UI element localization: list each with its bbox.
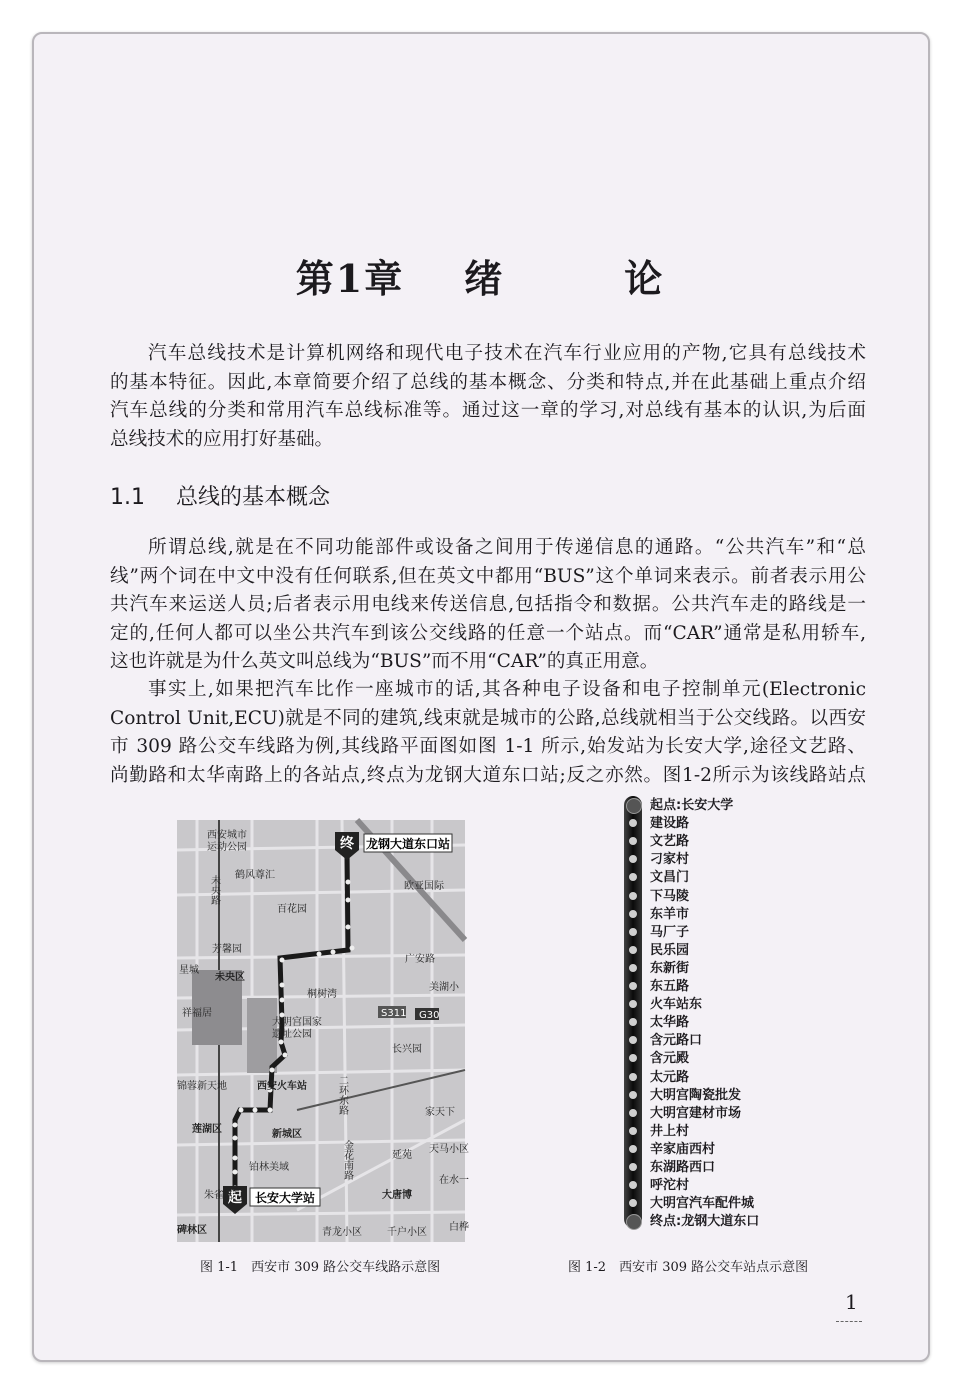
text-line: 事实上,如果把汽车比作一座城市的话,其各种电子设备和电子控制单元(Electronic [148,679,866,700]
stop-dot [629,946,637,954]
intro-paragraph [110,340,866,454]
station-name: 含元路口 [650,1033,703,1049]
station-name: 井上村 [650,1123,690,1139]
stop-dot [629,892,637,900]
station-name: 大明宫汽车配件城 [650,1196,755,1212]
text-line: 的基本特征。因此,本章简要介绍了总线的基本概念、分类和特点,并在此基础上重点介绍 [110,371,866,393]
text-line: 市 309 路公交车线路为例,其线路平面图如图 1-1 所示,始发站为长安大学,途径文艺路、 [110,736,866,757]
stop-dot [629,1145,637,1153]
map-label: 碑林区 [177,1225,207,1236]
station-name: 终点:龙钢大道东口 [650,1214,760,1230]
station-name: 大明宫建材市场 [650,1105,742,1121]
chapter-number: 第1章 [295,256,405,301]
station-name: 民乐园 [650,942,690,958]
stop-dot [629,910,637,918]
stop-dot [629,964,637,972]
station-name: 东五路 [650,979,690,994]
route-map-figure [177,820,469,1242]
end-station-label: 龙钢大道东口站 [365,837,451,851]
stop-dot [629,1091,637,1099]
map-label: 朱雀区 [204,1190,234,1201]
text-line: 总线技术的应用打好基础。 [110,428,334,450]
map-label: 西安火车站 [257,1081,307,1092]
map-road-label: 金花南路 [341,1140,353,1180]
map-label: 大明宫国家 [272,1017,322,1028]
map-label: 西安城市 [207,830,247,841]
station-name: 含元殿 [650,1051,690,1067]
map-label: 莲湖区 [192,1124,222,1135]
body-paragraph [110,676,866,790]
start-station-label: 长安大学站 [254,1191,316,1205]
station-name: 东湖路西口 [650,1160,716,1175]
map-road-label: 二环东路 [336,1075,348,1115]
stop-dot [629,1163,637,1171]
text-line: 所谓总线,就是在不同功能部件或设备之间用于传递信息的通路。“公共汽车”和“总 [148,537,866,558]
terminal-stop-dot [626,798,642,814]
station-name: 火车站东 [650,997,703,1013]
map-label: 广安路 [405,954,435,965]
station-name: 下马陵 [650,888,690,904]
section-number: 1.1 [110,485,145,510]
chapter-title-char: 论 [624,256,665,301]
map-label: 百花园 [277,904,307,915]
stop-dot [629,982,637,990]
station-name: 建设路 [650,816,690,832]
map-label: 白桦 [449,1222,469,1233]
text-line: Control Unit,ECU)就是不同的建筑,线束就是城市的公路,总线就相当于公交线路。以西安 [110,707,866,729]
map-label: 运动公园 [207,842,247,853]
station-name: 辛家庙西村 [650,1141,716,1157]
text-line: 定的,任何人都可以坐公共汽车到该公交线路的任意一个站点。而“CAR”通常是私用轿车, [110,622,866,644]
text-line: 汽车总线技术是计算机网络和现代电子技术在汽车行业应用的产物,它具有总线技术 [148,343,866,364]
map-label: 大唐博 [382,1190,412,1201]
map-label: 长兴园 [392,1044,422,1055]
page-number-ornament [836,1313,862,1322]
map-label: 桐树湾 [307,989,337,1000]
section-heading [110,480,330,511]
map-road-label: 未央路 [208,875,220,905]
station-name: 马厂子 [650,924,690,940]
map-label: 星城 [179,965,199,976]
station-name: 大明宫陶瓷批发 [650,1087,742,1103]
start-marker-label: 起 [228,1190,242,1206]
text-line: 汽车总线的分类和常用汽车总线标准等。通过这一章的学习,对总线有基本的认识,为后面 [110,400,866,421]
figure-1-1-caption: 图 1-1 西安市 309 路公交车线路示意图 [200,1260,441,1275]
end-marker-label: 终 [340,836,354,852]
map-label: 未央区 [215,972,245,983]
map-label: 祥福居 [182,1008,212,1019]
map-label: 在水一 [439,1175,469,1186]
map-label: 美湖小 [429,982,459,993]
body-paragraph [110,534,866,677]
figure-1-2-caption: 图 1-2 西安市 309 路公交车站点示意图 [568,1260,809,1275]
station-name: 刁家村 [650,852,690,868]
chapter-title [0,248,960,303]
text-line: 线”两个词在中文中没有任何联系,但在英文中都用“BUS”这个单词来表示。前者表示用公 [110,565,866,587]
chapter-title-char: 绪 [464,256,505,301]
map-label: 锦蓉新天地 [177,1081,227,1092]
map-label: 铂林美域 [249,1162,289,1173]
map-label: 鹤风尊汇 [235,870,275,881]
map-label: G30 [419,1010,440,1021]
text-line: 这也许就是为什么英文叫总线为“BUS”而不用“CAR”的真正用意。 [110,651,659,672]
stop-dot [629,1109,637,1117]
station-name: 太华路 [650,1015,690,1031]
stop-dot [629,928,637,936]
map-label: 芳馨园 [212,944,242,955]
station-name: 东新街 [650,960,690,976]
section-title: 总线的基本概念 [176,485,331,510]
map-label: 遗址公园 [272,1029,312,1040]
map-label: 青龙小区 [322,1227,362,1238]
station-name: 起点:长安大学 [650,798,734,813]
map-label: 天马小区 [429,1144,469,1155]
station-name: 文昌门 [650,870,690,886]
map-label: 千户小区 [387,1227,427,1238]
map-label: 延苑 [392,1150,412,1161]
text-line: 共汽车来运送人员;后者表示用电线来传送信息,包括指令和数据。公共汽车走的路线是一 [110,594,866,615]
stop-dot [629,1127,637,1135]
text-line: 尚勤路和太华南路上的各站点,终点为龙钢大道东口站;反之亦然。图1-2所示为该线路站点 [110,764,866,786]
station-name: 文艺路 [650,834,690,850]
map-label: S311 [381,1008,407,1019]
station-name: 太元路 [650,1069,690,1085]
station-name: 东羊市 [650,906,690,922]
stop-dot [629,1073,637,1081]
map-label: 家天下 [425,1107,455,1118]
map-label: 新城区 [272,1129,302,1140]
page-number: 1 [845,1290,858,1314]
station-name: 呼沱村 [650,1178,690,1194]
map-label: 欧亚国际 [404,881,444,892]
